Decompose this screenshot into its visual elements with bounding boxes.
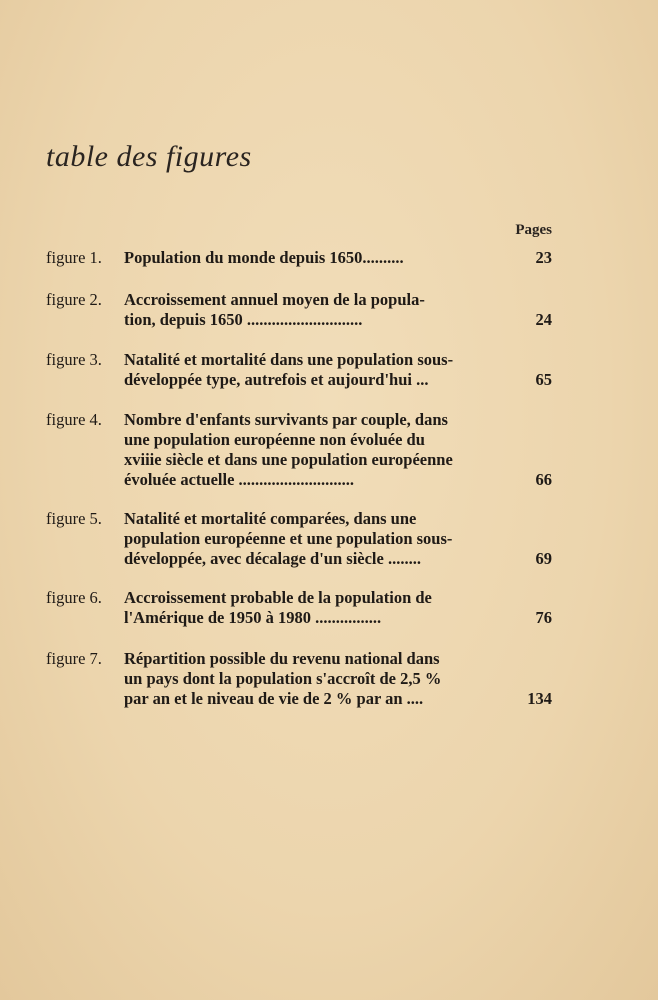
figure-label: figure 1.: [46, 248, 102, 267]
pages-column-header: Pages: [515, 222, 552, 238]
page-number: 69: [535, 549, 552, 568]
figure-label: figure 7.: [46, 649, 102, 668]
entry-line: une population européenne non évoluée du: [124, 430, 425, 449]
entry-line: Natalité et mortalité comparées, dans une: [124, 509, 417, 528]
figure-entry: [46, 248, 552, 268]
page-number: 23: [535, 248, 552, 267]
entry-line: Natalité et mortalité dans une population sous-: [124, 350, 454, 369]
page-number: 76: [535, 608, 552, 627]
figure-entry: [46, 410, 552, 490]
entry-line: développée type, autrefois et aujourd'hui ...: [124, 370, 429, 389]
figure-label: figure 6.: [46, 588, 102, 607]
figure-label: figure 4.: [46, 410, 102, 429]
page-number: 134: [527, 689, 552, 708]
entry-line: Accroissement probable de la population de: [124, 588, 432, 607]
figure-entry: [46, 588, 552, 628]
figure-entry: [46, 649, 552, 709]
figure-label: figure 5.: [46, 509, 102, 528]
figure-label: figure 3.: [46, 350, 102, 369]
entry-line: par an et le niveau de vie de 2 % par an ....: [124, 689, 424, 708]
entry-line: Population du monde depuis 1650..........: [124, 248, 404, 267]
page-number: 66: [535, 470, 552, 489]
entry-line: un pays dont la population s'accroît de 2,5 %: [124, 669, 442, 688]
figure-label: figure 2.: [46, 290, 102, 309]
figure-entry: [46, 290, 552, 330]
entry-line: évoluée actuelle ............................: [124, 470, 355, 489]
entry-line: Répartition possible du revenu national dans: [124, 649, 440, 668]
page-number: 24: [535, 310, 552, 329]
entry-line: Accroissement annuel moyen de la popula-: [124, 290, 425, 309]
page-title: table des figures: [46, 140, 252, 173]
page-number: 65: [535, 370, 552, 389]
entry-line: tion, depuis 1650 ............................: [124, 310, 363, 329]
figure-entry: [46, 509, 552, 569]
entry-line: xviiie siècle et dans une population européenne: [124, 450, 453, 469]
entry-line: population européenne et une population sous-: [124, 529, 453, 548]
figure-entry: [46, 350, 552, 390]
entry-line: Nombre d'enfants survivants par couple, dans: [124, 410, 448, 429]
entry-line: développée, avec décalage d'un siècle ........: [124, 549, 421, 568]
entry-line: l'Amérique de 1950 à 1980 ................: [124, 608, 382, 627]
